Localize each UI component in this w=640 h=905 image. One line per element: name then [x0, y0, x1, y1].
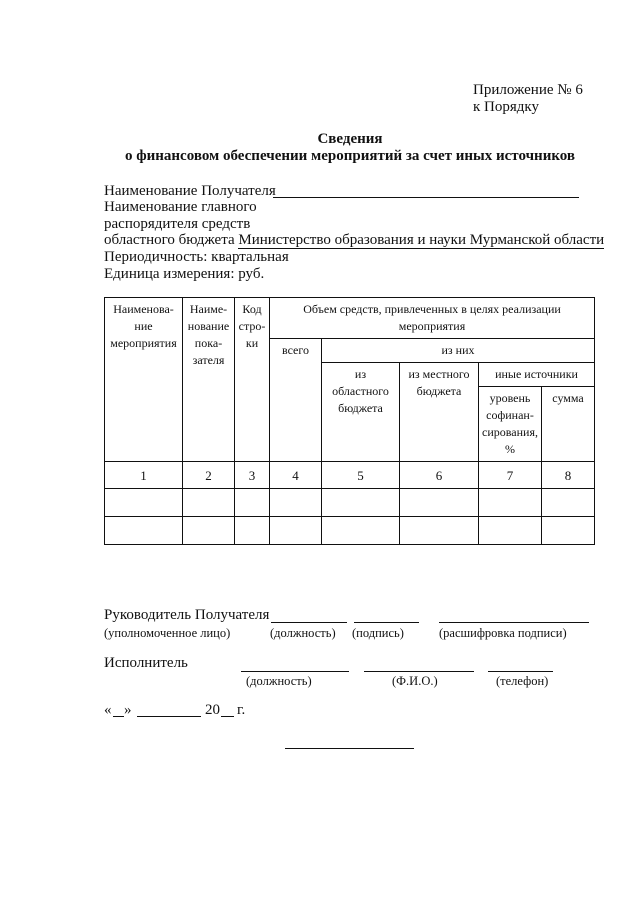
- closing-separator-line: [285, 748, 414, 749]
- head-label: Руководитель Получателя: [104, 607, 270, 623]
- header-event: Наименова- ние мероприятия: [105, 298, 183, 462]
- header-other: иные источники: [479, 363, 595, 387]
- table-cell[interactable]: [270, 489, 322, 517]
- table-cell[interactable]: [400, 489, 479, 517]
- date-open-quote: «: [104, 702, 112, 718]
- table-cell[interactable]: [322, 517, 400, 545]
- table-cell[interactable]: [542, 489, 595, 517]
- table-cell[interactable]: [235, 517, 270, 545]
- date-year-prefix: 20: [205, 702, 220, 718]
- authorized-person-caption: (уполномоченное лицо): [104, 626, 231, 640]
- position-caption: (должность): [270, 626, 336, 640]
- appendix-number: Приложение № 6: [473, 82, 583, 98]
- chief-label-1: Наименование главного: [104, 199, 257, 215]
- header-code: Код стро- ки: [235, 298, 270, 462]
- executor-position-caption: (должность): [246, 674, 312, 688]
- appendix-order: к Порядку: [473, 99, 539, 115]
- col-number: 7: [479, 462, 542, 489]
- table-cell[interactable]: [479, 489, 542, 517]
- chief-label-2: распорядителя средств: [104, 216, 251, 232]
- head-decoding-line: [439, 622, 589, 623]
- header-level: уровень софинан- сирования, %: [479, 387, 542, 462]
- col-number: 5: [322, 462, 400, 489]
- date-day-line: [113, 716, 124, 717]
- header-sum: сумма: [542, 387, 595, 462]
- table-cell[interactable]: [105, 517, 183, 545]
- date-month-line: [137, 716, 201, 717]
- header-regional: из областного бюджета: [322, 363, 400, 462]
- date-year-suffix: г.: [237, 702, 246, 718]
- table-cell[interactable]: [322, 489, 400, 517]
- executor-position-line: [241, 671, 349, 672]
- executor-label: Исполнитель: [104, 655, 188, 671]
- header-total: всего: [270, 339, 322, 462]
- header-row-1: [105, 298, 595, 339]
- periodicity: Периодичность: квартальная: [104, 249, 289, 265]
- recipient-line: [273, 197, 579, 198]
- recipient-label: Наименование Получателя: [104, 183, 276, 199]
- fio-caption: (Ф.И.О.): [392, 674, 438, 688]
- document-subtitle: о финансовом обеспечении мероприятий за счет иных источников: [124, 148, 576, 164]
- header-indicator: Наиме- нование пока- зателя: [183, 298, 235, 462]
- col-number: 1: [105, 462, 183, 489]
- phone-caption: (телефон): [496, 674, 549, 688]
- header-local: из местного бюджета: [400, 363, 479, 462]
- table-cell[interactable]: [105, 489, 183, 517]
- col-number: 3: [235, 462, 270, 489]
- table-cell[interactable]: [400, 517, 479, 545]
- table-row: [105, 489, 595, 517]
- table-cell[interactable]: [542, 517, 595, 545]
- column-numbers-row: [105, 462, 595, 489]
- executor-fio-line: [364, 671, 474, 672]
- col-number: 2: [183, 462, 235, 489]
- table-cell[interactable]: [183, 517, 235, 545]
- executor-phone-line: [488, 671, 553, 672]
- head-position-line: [271, 622, 347, 623]
- table-cell[interactable]: [270, 517, 322, 545]
- chief-value: Министерство образования и науки Мурманской области: [238, 232, 605, 248]
- chief-label-3: областного бюджета: [104, 232, 235, 248]
- unit-of-measure: Единица измерения: руб.: [104, 266, 265, 282]
- document-title: Сведения: [317, 131, 383, 147]
- table-cell[interactable]: [479, 517, 542, 545]
- table-row: [105, 517, 595, 545]
- decoding-caption: (расшифровка подписи): [439, 626, 567, 640]
- financing-table: [104, 297, 595, 545]
- col-number: 4: [270, 462, 322, 489]
- col-number: 8: [542, 462, 595, 489]
- date-year-line: [221, 716, 234, 717]
- col-number: 6: [400, 462, 479, 489]
- table-cell[interactable]: [235, 489, 270, 517]
- header-volume: Объем средств, привлеченных в целях реализации мероприятия: [270, 298, 595, 339]
- head-signature-line: [354, 622, 419, 623]
- header-of-which: из них: [322, 339, 595, 363]
- table-cell[interactable]: [183, 489, 235, 517]
- chief-row: [104, 232, 604, 249]
- date-close-quote: »: [124, 702, 132, 718]
- signature-caption: (подпись): [352, 626, 404, 640]
